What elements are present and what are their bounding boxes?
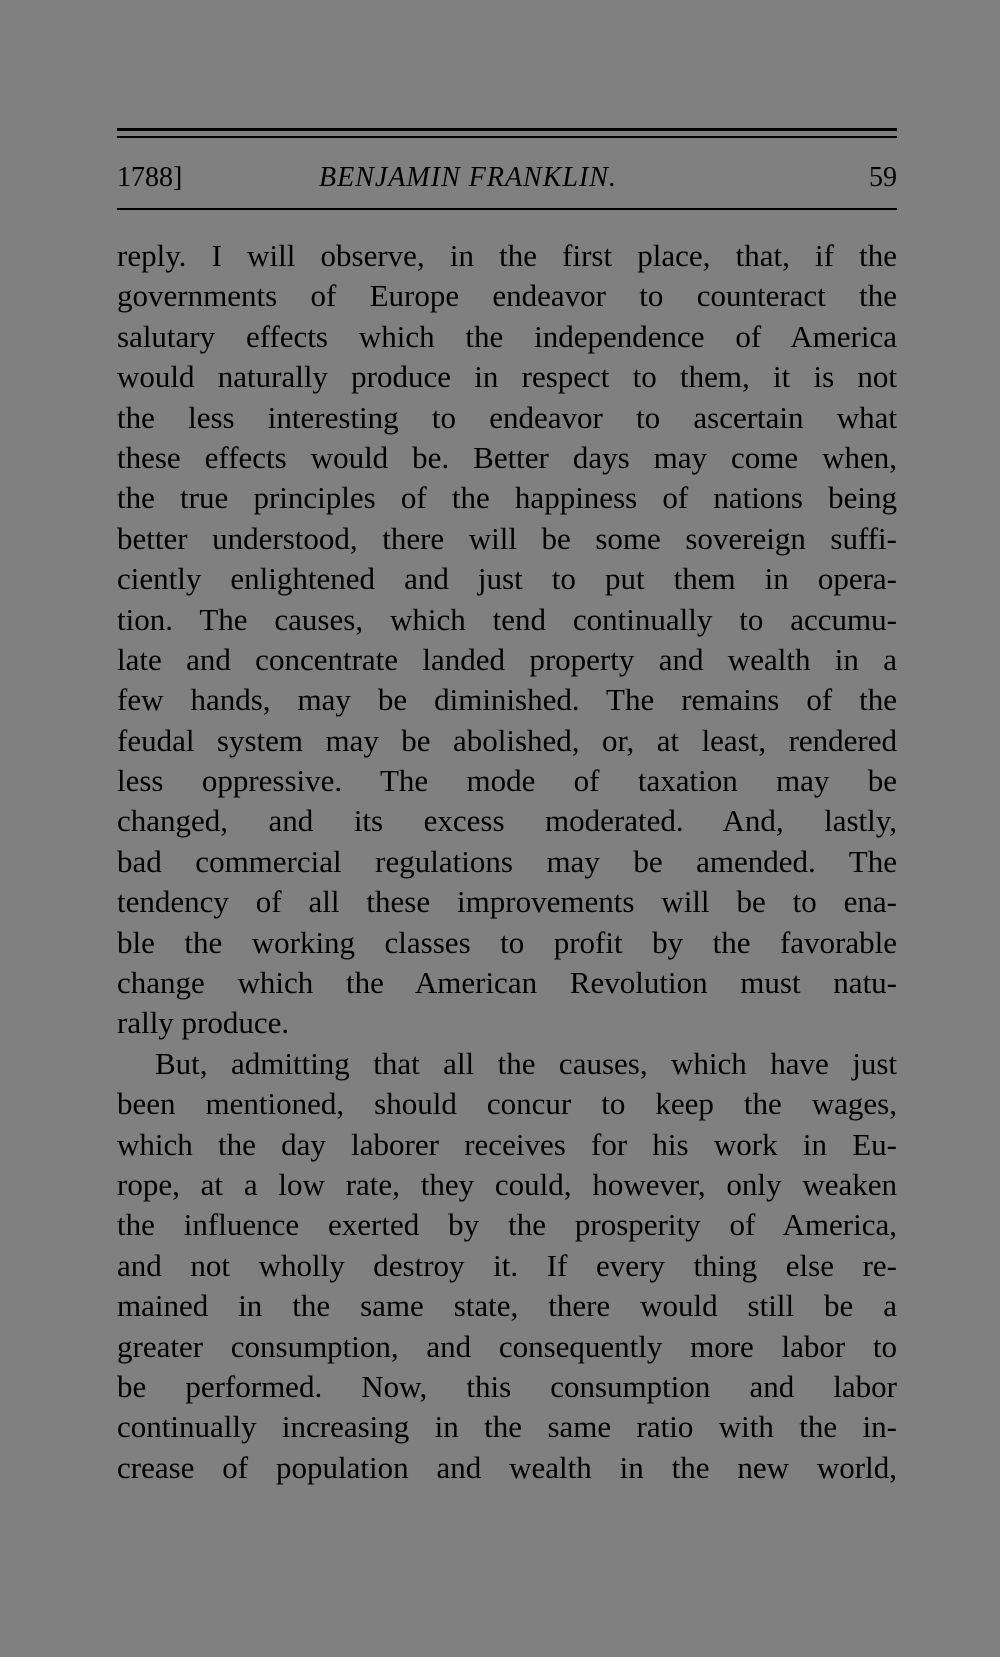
paragraph-2 [117,1044,897,1488]
text-line: tion. The causes, which tend continually to accumu- [117,601,897,637]
text-line: But, admitting that all the causes, which have just [155,1045,897,1081]
text-line: tendency of all these improvements will be to ena- [117,884,897,920]
running-head [117,162,897,214]
text-line: crease of population and wealth in the new world, [117,1449,897,1485]
text-line: less oppressive. The mode of taxation may be [117,763,897,799]
text-line: ciently enlightened and just to put them in opera- [117,561,897,597]
header-double-rule-top [117,128,897,131]
text-line: rope, at a low rate, they could, however, only weaken [117,1166,897,1202]
text-line: the less interesting to endeavor to ascertain what [117,399,897,435]
text-line: bad commercial regulations may be amended. The [117,843,897,879]
text-line: salutary effects which the independence of America [117,318,897,354]
text-line: rally produce. [117,1005,290,1041]
page-number: 59 [869,162,897,193]
text-line: been mentioned, should concur to keep the wages, [117,1086,897,1122]
text-line: reply. I will observe, in the first place, that, if the [117,238,897,273]
text-line: the true principles of the happiness of nations being [117,480,897,516]
text-line: these effects would be. Better days may come when, [117,439,897,475]
running-head-title: BENJAMIN FRANKLIN. [319,162,617,193]
text-line: mained in the same state, there would still be a [117,1288,897,1324]
text-line: would naturally produce in respect to them, it is not [117,359,897,395]
text-line: changed, and its excess moderated. And, lastly, [117,803,897,839]
text-line: the influence exerted by the prosperity of America, [117,1207,897,1243]
text-line: late and concentrate landed property and wealth in a [117,641,897,677]
header-double-rule-bottom [117,136,897,138]
text-line: ble the working classes to profit by the favorable [117,924,897,960]
running-head-date: 1788] [117,162,183,193]
text-line: better understood, there will be some sovereign suffi- [117,520,897,556]
text-line: feudal system may be abolished, or, at least, rendered [117,722,897,758]
text-line: and not wholly destroy it. If every thing else re- [117,1247,897,1283]
paragraph-1 [117,236,897,1044]
text-line: governments of Europe endeavor to counteract the [117,278,897,314]
body-text [117,236,897,1488]
book-page [117,128,897,1488]
text-line: greater consumption, and consequently more labor to [117,1328,897,1364]
text-line: change which the American Revolution must natu- [117,965,897,1001]
text-line: few hands, may be diminished. The remains of the [117,682,897,718]
text-line: continually increasing in the same ratio with the in- [117,1409,897,1445]
text-line: be performed. Now, this consumption and labor [117,1368,897,1404]
text-line: which the day laborer receives for his work in Eu- [117,1126,897,1162]
